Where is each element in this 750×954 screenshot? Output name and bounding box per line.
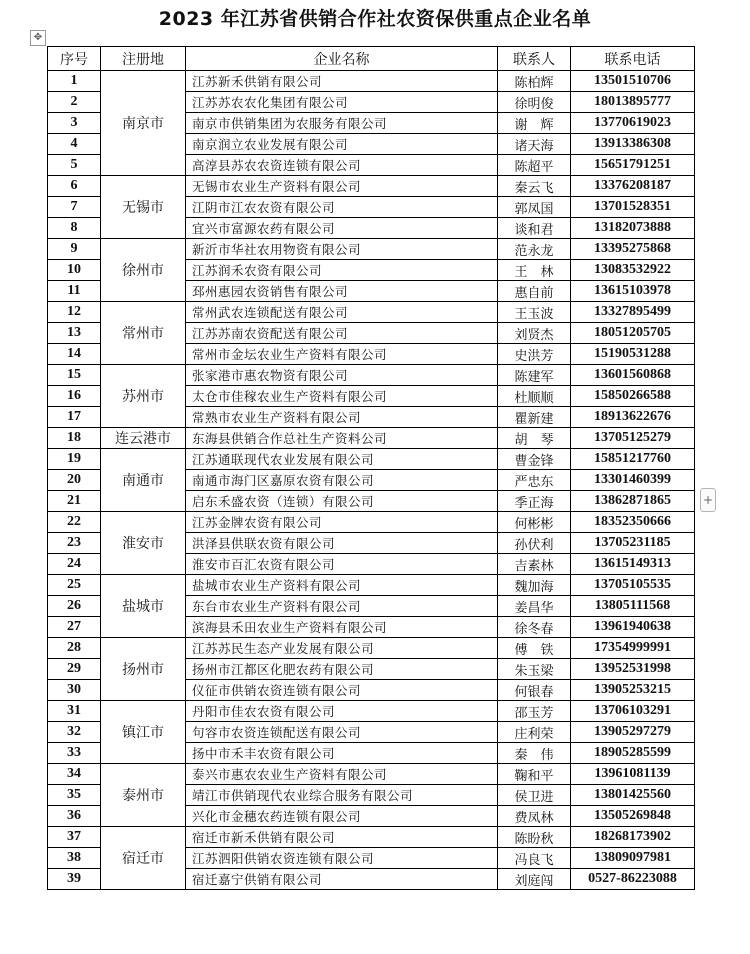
contact-person: 秦云飞 bbox=[498, 176, 571, 197]
company-name: 江阴市江农农资有限公司 bbox=[186, 197, 498, 218]
company-name: 无锡市农业生产资料有限公司 bbox=[186, 176, 498, 197]
row-index: 17 bbox=[48, 407, 101, 428]
company-name: 南京润立农业发展有限公司 bbox=[186, 134, 498, 155]
contact-person: 陈盼秋 bbox=[498, 827, 571, 848]
contact-person: 王 林 bbox=[498, 260, 571, 281]
registered-city: 宿迁市 bbox=[101, 827, 186, 890]
table-row bbox=[48, 302, 695, 323]
contact-person: 严忠东 bbox=[498, 470, 571, 491]
registered-city: 淮安市 bbox=[101, 512, 186, 575]
row-index: 20 bbox=[48, 470, 101, 491]
contact-phone: 18352350666 bbox=[571, 512, 695, 533]
company-name: 靖江市供销现代农业综合服务有限公司 bbox=[186, 785, 498, 806]
contact-phone: 13501510706 bbox=[571, 71, 695, 92]
contact-person: 史洪芳 bbox=[498, 344, 571, 365]
contact-phone: 15851217760 bbox=[571, 449, 695, 470]
row-index: 6 bbox=[48, 176, 101, 197]
contact-phone: 13770619023 bbox=[571, 113, 695, 134]
row-index: 28 bbox=[48, 638, 101, 659]
row-index: 14 bbox=[48, 344, 101, 365]
contact-phone: 13615103978 bbox=[571, 281, 695, 302]
registered-city: 盐城市 bbox=[101, 575, 186, 638]
company-name: 滨海县禾田农业生产资料有限公司 bbox=[186, 617, 498, 638]
contact-phone: 13615149313 bbox=[571, 554, 695, 575]
table-row bbox=[48, 575, 695, 596]
row-index: 13 bbox=[48, 323, 101, 344]
enterprise-table bbox=[47, 46, 695, 890]
table-header-row bbox=[48, 47, 695, 71]
contact-phone: 13809097981 bbox=[571, 848, 695, 869]
contact-person: 瞿新建 bbox=[498, 407, 571, 428]
company-name: 高淳县苏农农资连锁有限公司 bbox=[186, 155, 498, 176]
contact-phone: 13327895499 bbox=[571, 302, 695, 323]
table-row bbox=[48, 638, 695, 659]
row-index: 26 bbox=[48, 596, 101, 617]
row-index: 31 bbox=[48, 701, 101, 722]
registered-city: 无锡市 bbox=[101, 176, 186, 239]
contact-person: 庄利荣 bbox=[498, 722, 571, 743]
company-name: 兴化市金穗农药连锁有限公司 bbox=[186, 806, 498, 827]
company-name: 扬中市禾丰农资有限公司 bbox=[186, 743, 498, 764]
contact-person: 费凤林 bbox=[498, 806, 571, 827]
company-name: 太仓市佳稼农业生产资料有限公司 bbox=[186, 386, 498, 407]
contact-person: 何银春 bbox=[498, 680, 571, 701]
contact-phone: 13376208187 bbox=[571, 176, 695, 197]
contact-phone: 13083532922 bbox=[571, 260, 695, 281]
row-index: 36 bbox=[48, 806, 101, 827]
contact-phone: 13301460399 bbox=[571, 470, 695, 491]
company-name: 常熟市农业生产资料有限公司 bbox=[186, 407, 498, 428]
contact-person: 陈柏辉 bbox=[498, 71, 571, 92]
contact-person: 侯卫进 bbox=[498, 785, 571, 806]
contact-phone: 13961081139 bbox=[571, 764, 695, 785]
registered-city: 苏州市 bbox=[101, 365, 186, 428]
contact-person: 诸天海 bbox=[498, 134, 571, 155]
contact-phone: 15651791251 bbox=[571, 155, 695, 176]
company-name: 淮安市百汇农资有限公司 bbox=[186, 554, 498, 575]
row-index: 38 bbox=[48, 848, 101, 869]
contact-person: 秦 伟 bbox=[498, 743, 571, 764]
contact-person: 刘庭闯 bbox=[498, 869, 571, 890]
company-name: 常州市金坛农业生产资料有限公司 bbox=[186, 344, 498, 365]
row-index: 4 bbox=[48, 134, 101, 155]
table-row bbox=[48, 239, 695, 260]
table-row bbox=[48, 512, 695, 533]
move-icon[interactable]: ✥ bbox=[30, 30, 46, 46]
table-row bbox=[48, 365, 695, 386]
company-name: 江苏通联现代农业发展有限公司 bbox=[186, 449, 498, 470]
company-name: 扬州市江都区化肥农药有限公司 bbox=[186, 659, 498, 680]
row-index: 37 bbox=[48, 827, 101, 848]
row-index: 32 bbox=[48, 722, 101, 743]
contact-person: 鞠和平 bbox=[498, 764, 571, 785]
contact-person: 刘贤杰 bbox=[498, 323, 571, 344]
contact-person: 陈超平 bbox=[498, 155, 571, 176]
contact-phone: 13905253215 bbox=[571, 680, 695, 701]
table-row bbox=[48, 701, 695, 722]
contact-person: 惠自前 bbox=[498, 281, 571, 302]
row-index: 2 bbox=[48, 92, 101, 113]
registered-city: 连云港市 bbox=[101, 428, 186, 449]
contact-phone: 17354999991 bbox=[571, 638, 695, 659]
row-index: 35 bbox=[48, 785, 101, 806]
row-index: 23 bbox=[48, 533, 101, 554]
contact-phone: 13862871865 bbox=[571, 491, 695, 512]
contact-person: 胡 琴 bbox=[498, 428, 571, 449]
header-company: 企业名称 bbox=[186, 47, 498, 71]
company-name: 泰兴市惠农农业生产资料有限公司 bbox=[186, 764, 498, 785]
company-name: 东台市农业生产资料有限公司 bbox=[186, 596, 498, 617]
row-index: 10 bbox=[48, 260, 101, 281]
row-index: 16 bbox=[48, 386, 101, 407]
contact-person: 陈建军 bbox=[498, 365, 571, 386]
contact-person: 谢 辉 bbox=[498, 113, 571, 134]
contact-phone: 13913386308 bbox=[571, 134, 695, 155]
contact-phone: 13395275868 bbox=[571, 239, 695, 260]
registered-city: 泰州市 bbox=[101, 764, 186, 827]
company-name: 江苏金牌农资有限公司 bbox=[186, 512, 498, 533]
contact-person: 傅 铁 bbox=[498, 638, 571, 659]
company-name: 江苏苏民生态产业发展有限公司 bbox=[186, 638, 498, 659]
company-name: 南京市供销集团为农服务有限公司 bbox=[186, 113, 498, 134]
contact-phone: 13905297279 bbox=[571, 722, 695, 743]
row-index: 30 bbox=[48, 680, 101, 701]
company-name: 启东禾盛农资（连锁）有限公司 bbox=[186, 491, 498, 512]
row-index: 12 bbox=[48, 302, 101, 323]
contact-person: 郭凤国 bbox=[498, 197, 571, 218]
company-name: 宿迁嘉宁供销有限公司 bbox=[186, 869, 498, 890]
contact-phone: 18013895777 bbox=[571, 92, 695, 113]
company-name: 东海县供销合作总社生产资料公司 bbox=[186, 428, 498, 449]
row-index: 8 bbox=[48, 218, 101, 239]
row-index: 1 bbox=[48, 71, 101, 92]
company-name: 盐城市农业生产资料有限公司 bbox=[186, 575, 498, 596]
contact-phone: 15850266588 bbox=[571, 386, 695, 407]
company-name: 邳州惠园农资销售有限公司 bbox=[186, 281, 498, 302]
contact-phone: 13182073888 bbox=[571, 218, 695, 239]
company-name: 新沂市华社农用物资有限公司 bbox=[186, 239, 498, 260]
contact-person: 谈和君 bbox=[498, 218, 571, 239]
contact-person: 邵玉芳 bbox=[498, 701, 571, 722]
company-name: 洪泽县供联农资有限公司 bbox=[186, 533, 498, 554]
row-index: 22 bbox=[48, 512, 101, 533]
company-name: 南通市海门区嘉原农资有限公司 bbox=[186, 470, 498, 491]
contact-phone: 13701528351 bbox=[571, 197, 695, 218]
header-index: 序号 bbox=[48, 47, 101, 71]
contact-person: 杜顺顺 bbox=[498, 386, 571, 407]
row-index: 24 bbox=[48, 554, 101, 575]
company-name: 江苏新禾供销有限公司 bbox=[186, 71, 498, 92]
contact-person: 冯良飞 bbox=[498, 848, 571, 869]
table-row bbox=[48, 428, 695, 449]
header-phone: 联系电话 bbox=[571, 47, 695, 71]
contact-person: 魏加海 bbox=[498, 575, 571, 596]
contact-phone: 13952531998 bbox=[571, 659, 695, 680]
contact-person: 范永龙 bbox=[498, 239, 571, 260]
row-index: 33 bbox=[48, 743, 101, 764]
contact-person: 徐明俊 bbox=[498, 92, 571, 113]
row-index: 3 bbox=[48, 113, 101, 134]
table-row bbox=[48, 827, 695, 848]
company-name: 江苏苏农农化集团有限公司 bbox=[186, 92, 498, 113]
contact-person: 徐冬春 bbox=[498, 617, 571, 638]
header-city: 注册地 bbox=[101, 47, 186, 71]
company-name: 张家港市惠农物资有限公司 bbox=[186, 365, 498, 386]
row-index: 39 bbox=[48, 869, 101, 890]
registered-city: 徐州市 bbox=[101, 239, 186, 302]
row-index: 7 bbox=[48, 197, 101, 218]
contact-phone: 13801425560 bbox=[571, 785, 695, 806]
contact-phone: 0527-86223088 bbox=[571, 869, 695, 890]
registered-city: 扬州市 bbox=[101, 638, 186, 701]
plus-icon[interactable]: + bbox=[700, 488, 716, 512]
contact-person: 吉素林 bbox=[498, 554, 571, 575]
registered-city: 南通市 bbox=[101, 449, 186, 512]
company-name: 句容市农资连锁配送有限公司 bbox=[186, 722, 498, 743]
contact-phone: 18051205705 bbox=[571, 323, 695, 344]
row-index: 21 bbox=[48, 491, 101, 512]
contact-phone: 13601560868 bbox=[571, 365, 695, 386]
contact-phone: 18905285599 bbox=[571, 743, 695, 764]
contact-phone: 13706103291 bbox=[571, 701, 695, 722]
row-index: 19 bbox=[48, 449, 101, 470]
header-contact: 联系人 bbox=[498, 47, 571, 71]
registered-city: 南京市 bbox=[101, 71, 186, 176]
contact-phone: 15190531288 bbox=[571, 344, 695, 365]
row-index: 15 bbox=[48, 365, 101, 386]
contact-phone: 13805111568 bbox=[571, 596, 695, 617]
row-index: 18 bbox=[48, 428, 101, 449]
contact-person: 季正海 bbox=[498, 491, 571, 512]
company-name: 宜兴市富源农药有限公司 bbox=[186, 218, 498, 239]
row-index: 11 bbox=[48, 281, 101, 302]
contact-phone: 13505269848 bbox=[571, 806, 695, 827]
company-name: 江苏泗阳供销农资连锁有限公司 bbox=[186, 848, 498, 869]
table-body bbox=[48, 71, 695, 890]
table-row bbox=[48, 71, 695, 92]
contact-phone: 18913622676 bbox=[571, 407, 695, 428]
row-index: 9 bbox=[48, 239, 101, 260]
registered-city: 镇江市 bbox=[101, 701, 186, 764]
contact-phone: 18268173902 bbox=[571, 827, 695, 848]
contact-phone: 13705125279 bbox=[571, 428, 695, 449]
contact-phone: 13705105535 bbox=[571, 575, 695, 596]
contact-person: 王玉波 bbox=[498, 302, 571, 323]
contact-person: 朱玉梁 bbox=[498, 659, 571, 680]
company-name: 丹阳市佳农农资有限公司 bbox=[186, 701, 498, 722]
table-row bbox=[48, 176, 695, 197]
contact-person: 何彬彬 bbox=[498, 512, 571, 533]
row-index: 5 bbox=[48, 155, 101, 176]
contact-person: 孙伏利 bbox=[498, 533, 571, 554]
company-name: 江苏润禾农资有限公司 bbox=[186, 260, 498, 281]
company-name: 宿迁市新禾供销有限公司 bbox=[186, 827, 498, 848]
contact-person: 姜昌华 bbox=[498, 596, 571, 617]
document-title: 2023 年江苏省供销合作社农资保供重点企业名单 bbox=[158, 8, 592, 30]
contact-person: 曹金锋 bbox=[498, 449, 571, 470]
contact-phone: 13961940638 bbox=[571, 617, 695, 638]
company-name: 常州武农连锁配送有限公司 bbox=[186, 302, 498, 323]
contact-phone: 13705231185 bbox=[571, 533, 695, 554]
table-row bbox=[48, 449, 695, 470]
registered-city: 常州市 bbox=[101, 302, 186, 365]
company-name: 仪征市供销农资连锁有限公司 bbox=[186, 680, 498, 701]
table-row bbox=[48, 764, 695, 785]
company-name: 江苏苏南农资配送有限公司 bbox=[186, 323, 498, 344]
row-index: 29 bbox=[48, 659, 101, 680]
row-index: 34 bbox=[48, 764, 101, 785]
row-index: 27 bbox=[48, 617, 101, 638]
row-index: 25 bbox=[48, 575, 101, 596]
